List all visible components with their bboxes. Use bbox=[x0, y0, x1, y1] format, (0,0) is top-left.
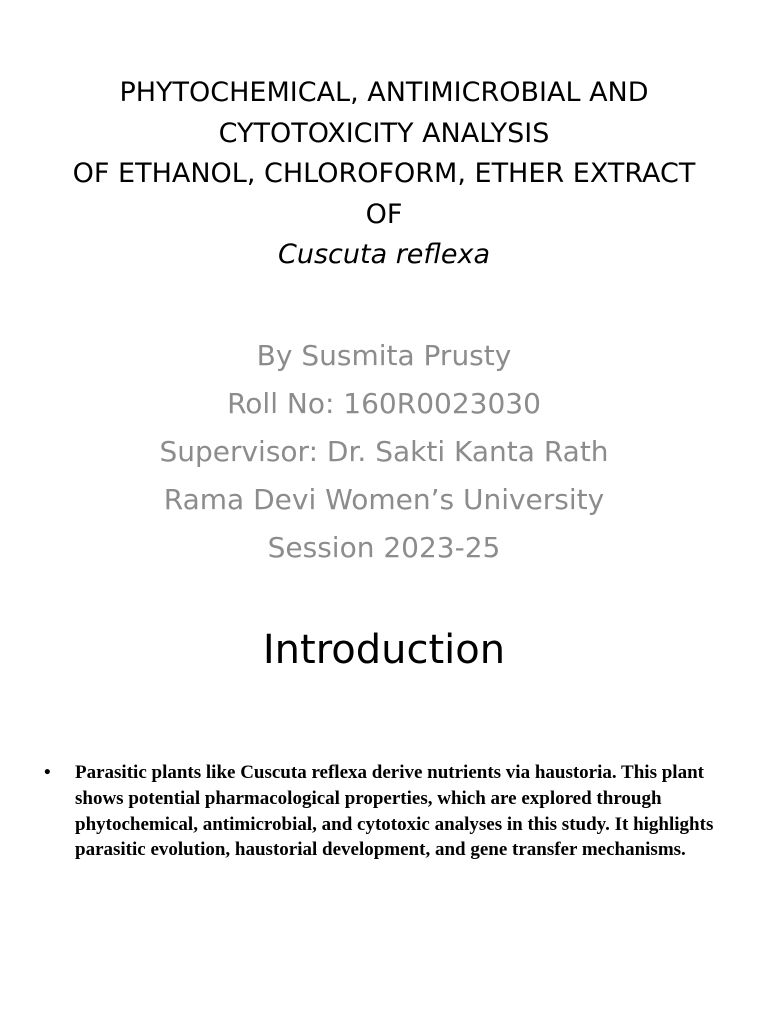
title-line-4: OF bbox=[365, 198, 403, 230]
session: Session 2023-25 bbox=[267, 531, 501, 564]
author-info bbox=[30, 332, 738, 572]
slide-title bbox=[30, 73, 738, 276]
author-name: By Susmita Prusty bbox=[256, 339, 512, 372]
supervisor: Supervisor: Dr. Sakti Kanta Rath bbox=[159, 435, 609, 468]
title-line-2: CYTOTOXICITY ANALYSIS bbox=[218, 117, 550, 149]
title-line-3: OF ETHANOL, CHLOROFORM, ETHER EXTRACT bbox=[72, 158, 696, 190]
bullet-icon: • bbox=[44, 762, 51, 783]
title-species: Cuscuta reflexa bbox=[278, 239, 490, 271]
introduction-bullets bbox=[42, 760, 728, 863]
introduction-heading: Introduction bbox=[262, 627, 506, 673]
list-item bbox=[42, 760, 728, 863]
bullet-text: Parasitic plants like Cuscuta reflexa derive nutrients via haustoria. This plant shows potential pharmacological properties, which are explored through phytochemical, antimicrobial, and cytotoxic analyses in this study. It highlights parasitic evolution, haustorial development, and gene transfer mechanisms. bbox=[75, 762, 714, 861]
university: Rama Devi Women’s University bbox=[163, 483, 605, 516]
roll-number: Roll No: 160R0023030 bbox=[227, 387, 541, 420]
title-line-1: PHYTOCHEMICAL, ANTIMICROBIAL AND bbox=[119, 77, 649, 108]
